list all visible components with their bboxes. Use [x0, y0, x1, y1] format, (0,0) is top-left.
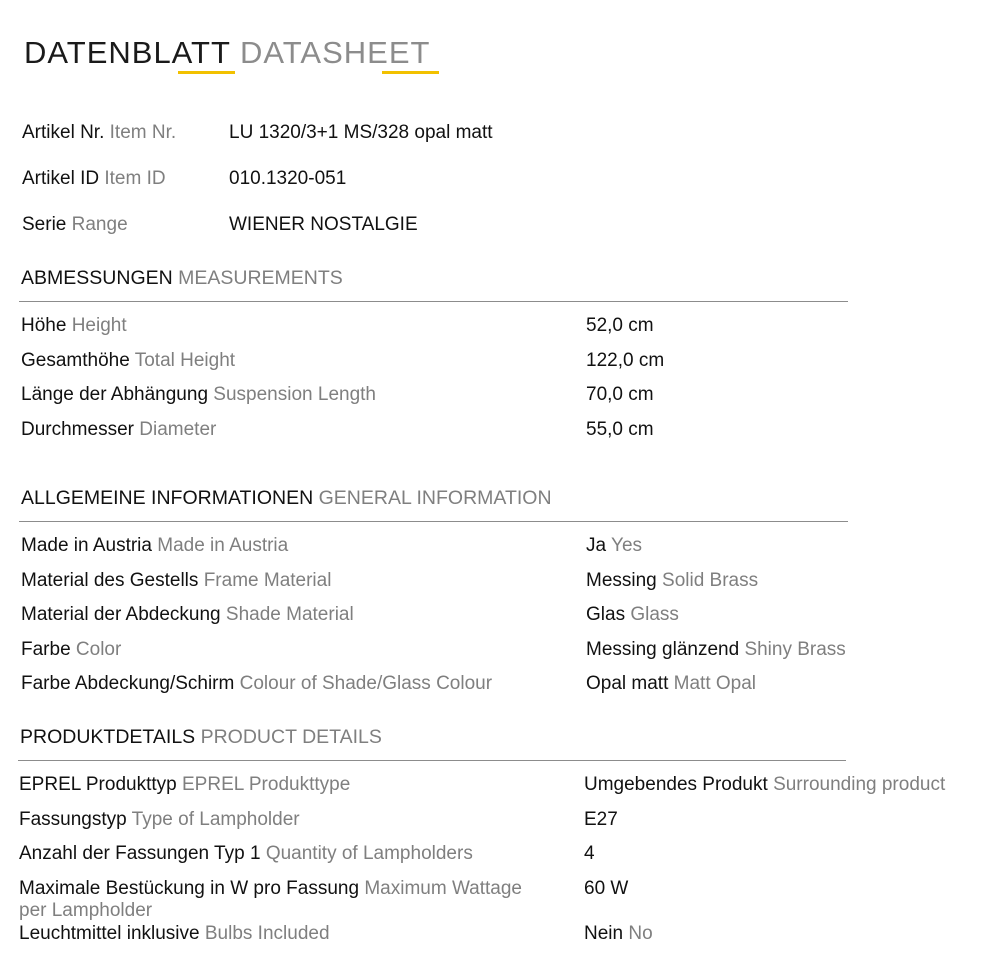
label-en: Bulbs Included [204, 923, 330, 944]
general-row-label [21, 569, 331, 592]
label-de: Material der Abdeckung [21, 604, 221, 625]
label-de: Farbe [21, 639, 71, 660]
label-en: Suspension Length [213, 384, 376, 405]
general-row-label [21, 672, 492, 695]
section-divider [18, 760, 846, 761]
value-de: Umgebendes Produkt [584, 774, 768, 795]
item-id-value: 010.1320-051 [229, 168, 347, 189]
product-row-value [584, 808, 618, 831]
title-german: DATENBLATT [24, 35, 231, 70]
section-divider [19, 521, 848, 522]
label-de: Fassungstyp [19, 809, 127, 830]
product-row-label [19, 773, 350, 796]
page-title [24, 34, 430, 72]
label-de: Serie [22, 214, 67, 235]
label-de: Material des Gestells [21, 570, 199, 591]
value-en: Shiny Brass [744, 639, 846, 660]
value-de: Opal matt [586, 673, 669, 694]
label-de: Leuchtmittel inklusive [19, 923, 200, 944]
measurement-row-label [21, 349, 235, 372]
value-en: Yes [611, 535, 643, 556]
measurement-row-value: 70,0 cm [586, 384, 654, 405]
label-de: Artikel Nr. [22, 122, 105, 143]
value-de: Messing glänzend [586, 639, 740, 660]
value-de: 60 W [584, 878, 629, 899]
general-row-value [586, 603, 679, 626]
product-row-label [19, 842, 473, 865]
general-row-label [21, 638, 121, 661]
range-label [22, 213, 128, 236]
product-row-value [584, 842, 595, 865]
value-en: Solid Brass [662, 570, 759, 591]
general-row-value [586, 569, 758, 592]
value-en: No [628, 923, 653, 944]
label-de: Gesamthöhe [21, 350, 130, 371]
label-en: Color [75, 639, 122, 660]
label-de: Durchmesser [21, 419, 134, 440]
label-en: Shade Material [225, 604, 354, 625]
label-de: Höhe [21, 315, 67, 336]
heading-de: ABMESSUNGEN [21, 267, 173, 289]
measurement-row-label [21, 418, 216, 441]
item-number-label [22, 121, 176, 144]
label-en: Maximum Wattage [364, 878, 522, 899]
section-heading-measurements [21, 267, 343, 290]
label-en: per Lampholder [19, 900, 153, 921]
label-de: Länge der Abhängung [21, 384, 209, 405]
measurement-row-value: 52,0 cm [586, 315, 654, 336]
general-row-label [21, 534, 288, 557]
value-en: Glass [630, 604, 679, 625]
label-en: Frame Material [203, 570, 332, 591]
label-en: EPREL Produkttype [182, 774, 351, 795]
section-heading-general-information [21, 487, 552, 510]
label-en: Diameter [139, 419, 217, 440]
value-en: Matt Opal [673, 673, 757, 694]
title-english: DATASHEET [240, 35, 431, 70]
product-row-value [584, 773, 945, 796]
product-row-value [584, 922, 653, 945]
title-accent-underline-1 [178, 71, 235, 74]
item-number-value: LU 1320/3+1 MS/328 opal matt [229, 122, 493, 143]
heading-de: PRODUKTDETAILS [20, 726, 196, 748]
label-en: Height [71, 315, 127, 336]
label-en: Range [71, 214, 128, 235]
heading-de: ALLGEMEINE INFORMATIONEN [21, 487, 314, 509]
value-de: 4 [584, 843, 595, 864]
section-heading-product-details [20, 726, 382, 749]
label-en: Quantity of Lampholders [265, 843, 473, 864]
value-de: Messing [586, 570, 657, 591]
measurement-row-value: 55,0 cm [586, 419, 654, 440]
product-row-label [19, 877, 522, 900]
product-row-label-continuation [19, 899, 152, 922]
label-en: Item ID [104, 168, 166, 189]
label-en: Colour of Shade/Glass Colour [239, 673, 493, 694]
heading-en: MEASUREMENTS [178, 267, 343, 289]
label-de: Maximale Bestückung in W pro Fassung [19, 878, 360, 899]
title-accent-underline-2 [382, 71, 439, 74]
label-de: Made in Austria [21, 535, 152, 556]
value-en: Surrounding product [773, 774, 946, 795]
product-row-label [19, 808, 300, 831]
label-en: Type of Lampholder [131, 809, 300, 830]
section-divider [19, 301, 848, 302]
value-de: Glas [586, 604, 626, 625]
heading-en: PRODUCT DETAILS [200, 726, 382, 748]
measurement-row-value: 122,0 cm [586, 350, 665, 371]
product-row-label [19, 922, 330, 945]
general-row-value [586, 672, 756, 695]
item-id-label [22, 167, 166, 190]
label-de: Artikel ID [22, 168, 100, 189]
label-de: Anzahl der Fassungen Typ 1 [19, 843, 261, 864]
label-de: EPREL Produkttyp [19, 774, 177, 795]
product-row-value [584, 877, 628, 900]
measurement-row-label [21, 383, 376, 406]
range-value: WIENER NOSTALGIE [229, 214, 418, 235]
value-de: E27 [584, 809, 618, 830]
measurement-row-label [21, 314, 127, 337]
label-de: Farbe Abdeckung/Schirm [21, 673, 235, 694]
label-en: Made in Austria [157, 535, 289, 556]
general-row-value [586, 534, 642, 557]
general-row-label [21, 603, 354, 626]
label-en: Total Height [134, 350, 236, 371]
value-de: Ja [586, 535, 607, 556]
label-en: Item Nr. [109, 122, 177, 143]
heading-en: GENERAL INFORMATION [318, 487, 552, 509]
value-de: Nein [584, 923, 624, 944]
general-row-value [586, 638, 846, 661]
